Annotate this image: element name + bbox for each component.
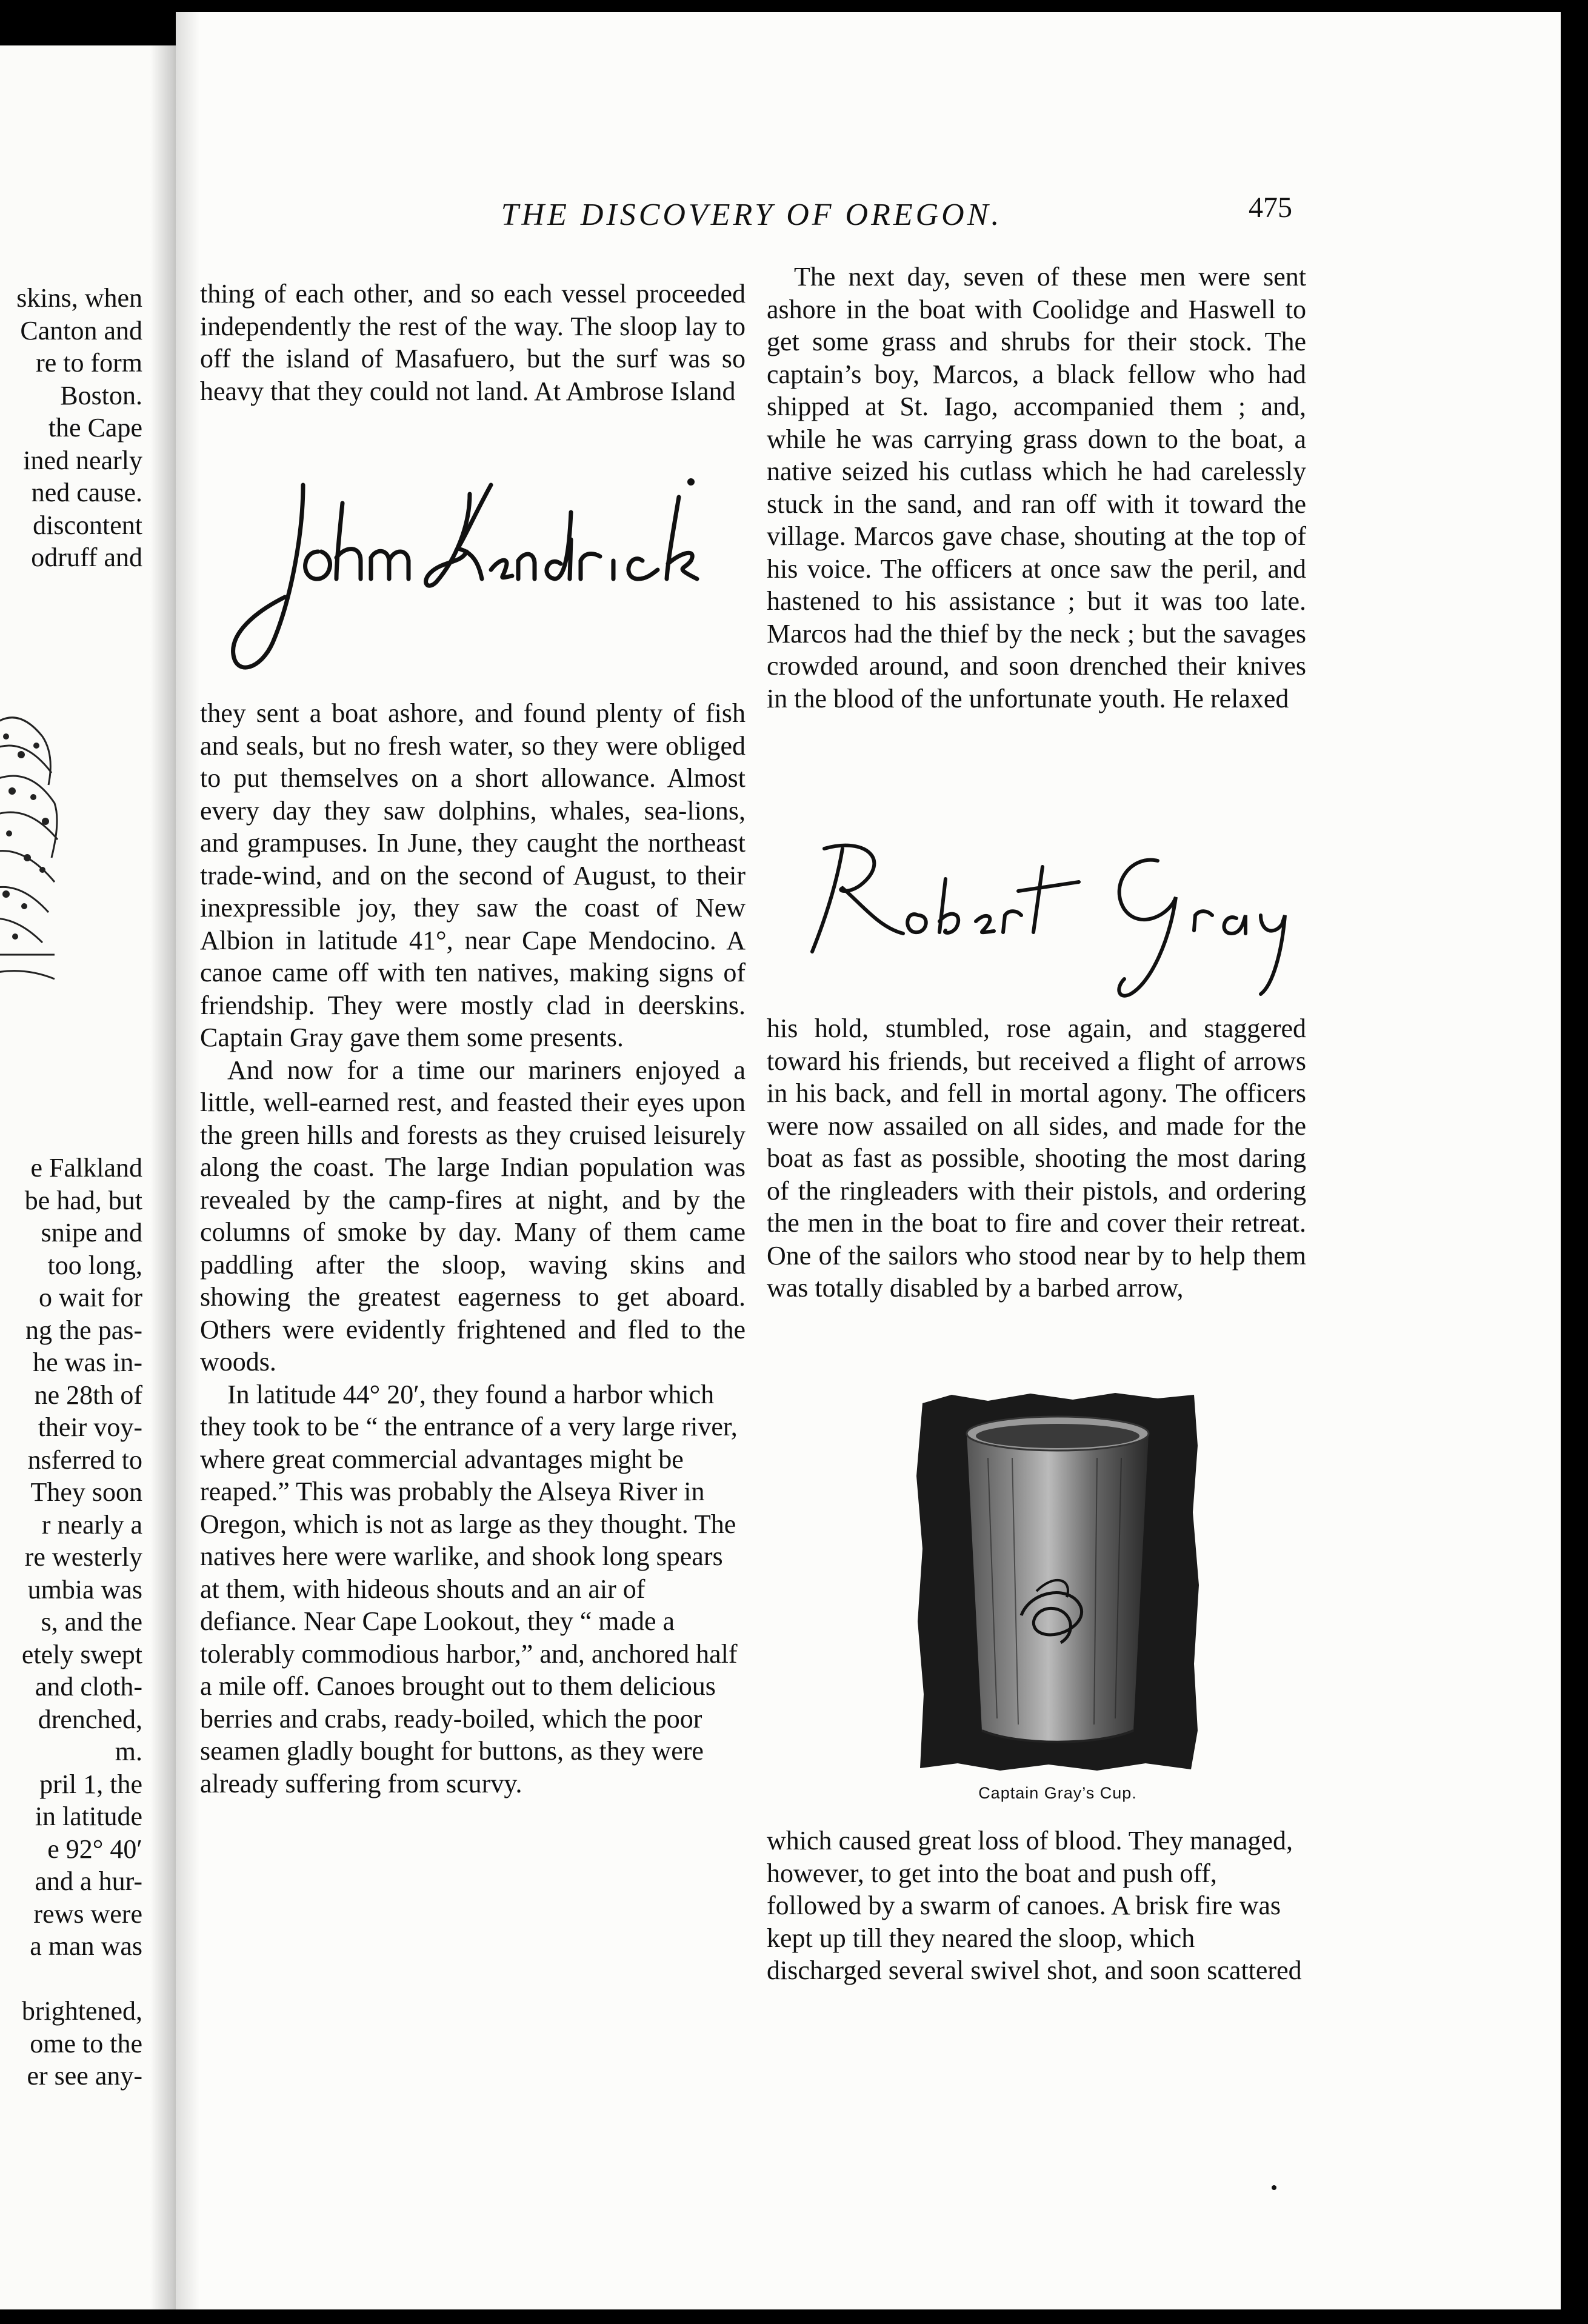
facing-page-line (22, 1963, 142, 1995)
facing-page (0, 45, 176, 2309)
facing-page-line: skins, when (16, 283, 142, 313)
facing-page-line: ined nearly (23, 445, 142, 475)
facing-page-line: he was in- (33, 1347, 142, 1377)
facing-page-line: and cloth- (35, 1672, 142, 1701)
facing-page-line: umbia was (27, 1574, 142, 1604)
facing-page-line: discontent (33, 510, 142, 540)
facing-page-line: drenched, (38, 1704, 142, 1734)
facing-page-line: ned cause. (31, 478, 142, 507)
right-column-bottom (767, 1825, 1306, 1987)
page (176, 12, 1561, 2309)
facing-page-line: re to form (36, 348, 142, 378)
facing-page-line: s, and the (41, 1607, 142, 1637)
right-column-middle (767, 1012, 1306, 1304)
paragraph: And now for a time our mariners enjoyed a little, well-earned rest, and feasted their eyes upon the green hills and forests as they cruised leisurely along the coast. The large Indian population was revealed by the camp-fires at night, and by the columns of smoke by day. Many of them came paddling after the sloop, waving skins and showing the greatest eagerness to get aboard. Others were evidently frightened and fled to the woods. (200, 1055, 746, 1377)
facing-page-line: their voy- (38, 1412, 142, 1442)
facing-page-line: pril 1, the (39, 1769, 142, 1799)
facing-page-line: odruff and (31, 543, 142, 572)
captain-gray-cup-illustration (915, 1391, 1200, 1773)
facing-page-line: be had, but (24, 1185, 142, 1215)
facing-page-line: o wait for (38, 1283, 142, 1312)
facing-page-line: etely swept (21, 1639, 142, 1669)
paragraph: which caused great loss of blood. They managed, however, to get into the boat and push off, followed by a swarm of canoes. A brisk fire was kept up till they neared the sloop, which discharged several swivel shot, and soon scattered (767, 1826, 1302, 1985)
facing-page-line: ome to the (30, 2028, 142, 2059)
facing-page-line: Canton and (20, 315, 142, 346)
john-kendrick-signature (212, 461, 770, 691)
facing-page-line: the Cape (48, 413, 142, 442)
facing-page-line: Boston. (60, 380, 142, 410)
facing-page-line: ng the pas- (25, 1315, 142, 1345)
facing-page-line: m. (115, 1737, 142, 1766)
facing-page-text-bottom (22, 1152, 142, 2092)
paragraph: thing of each other, and so each vessel proceeded independently the rest of the way. The sloop lay to off the island of Masafuero, but the surf was so heavy that they could not land. At Ambrose Island (200, 279, 746, 406)
facing-page-line: and a hur- (35, 1866, 142, 1896)
facing-page-illustration (0, 700, 61, 1015)
cup-caption: Captain Gray’s Cup. (978, 1784, 1137, 1802)
facing-page-line: too long, (47, 1250, 142, 1280)
facing-page-line: brightened, (21, 1996, 142, 2026)
running-title: THE DISCOVERY OF OREGON. (501, 198, 1003, 232)
facing-page-line: e 92° 40′ (47, 1834, 142, 1864)
page-number: 475 (1249, 192, 1292, 224)
robert-gray-signature (794, 824, 1339, 1006)
paragraph: In latitude 44° 20′, they found a harbor which they took to be “ the entrance of a very large river, where great commercial advantages might be reaped.” This was probably the Alseya River in Oregon, which is not as large as they thought. The natives here were warlike, and shook long spears at them, with hideous shouts and an air of defiance. Near Cape Lookout, they “ made a tolerably commodious harbor,” and, anchored half a mile off. Canoes brought out to them delicious berries and crabs, ready-boiled, which the poor seamen gladly bought for buttons, as they were already suffering from scurvy. (200, 1379, 738, 1798)
paragraph: The next day, seven of these men were sent ashore in the boat with Coolidge and Haswell to get some grass and shrubs for their stock. The captain’s boy, Marcos, a black fellow who had shipped at St. Iago, accompanied them ; and, while he was carrying grass down to the boat, a native seized his cutlass which he had carelessly stuck in the sand, and ran off with it toward the village. Marcos gave chase, shouting at the top of his voice. The officers at once saw the peril, and hastened to his assistance ; but it was too late. Marcos had the thief by the neck ; but the savages crowded around, and soon drenched their knives in the blood of the unfortunate youth. He relaxed (767, 262, 1306, 713)
facing-page-line: re westerly (24, 1542, 142, 1572)
facing-page-line: r nearly a (41, 1509, 142, 1540)
facing-page-line: in latitude (35, 1801, 142, 1831)
right-column-top (767, 261, 1306, 715)
page-edge-shadow (176, 12, 200, 2309)
facing-page-line: e Falkland (30, 1153, 142, 1183)
left-column-middle (200, 697, 746, 1800)
paragraph: they sent a boat ashore, and found plenty of fish and seals, but no fresh water, so they were obliged to put themselves on a short allowance. Almost every day they saw dolphins, whales, sea-lions, and grampuses. In June, they caught the northeast trade-wind, and on the second of August, to their inexpressible joy, they saw the coast of New Albion in latitude 41°, near Cape Mendocino. A canoe came off with ten natives, making signs of friendship. They were mostly clad in deerskins. Captain Gray gave them some presents. (200, 698, 746, 1052)
gutter-shadow (150, 45, 176, 2309)
facing-page-line: ne 28th of (34, 1380, 142, 1410)
page-speck (1272, 2185, 1276, 2190)
paragraph: his hold, stumbled, rose again, and staggered toward his friends, but received a flight of arrows in his back, and fell in mortal agony. The officers were now assailed on all sides, and made for the boat as fast as possible, shooting the most daring of the ringleaders with their pistols, and ordering the men in the boat to fire and cover their retreat. One of the sailors who stood near by to help them was totally disabled by a barbed arrow, (767, 1013, 1306, 1303)
facing-page-line: nsferred to (27, 1444, 142, 1475)
facing-page-line: They soon (30, 1477, 142, 1507)
left-column-top (200, 278, 746, 407)
facing-page-text-top (16, 282, 142, 574)
facing-page-line: a man was (30, 1931, 142, 1961)
facing-page-line: snipe and (41, 1218, 142, 1247)
facing-page-line: er see any- (27, 2061, 142, 2091)
cup-figure (915, 1391, 1200, 1803)
facing-page-line: rews were (33, 1898, 142, 1929)
